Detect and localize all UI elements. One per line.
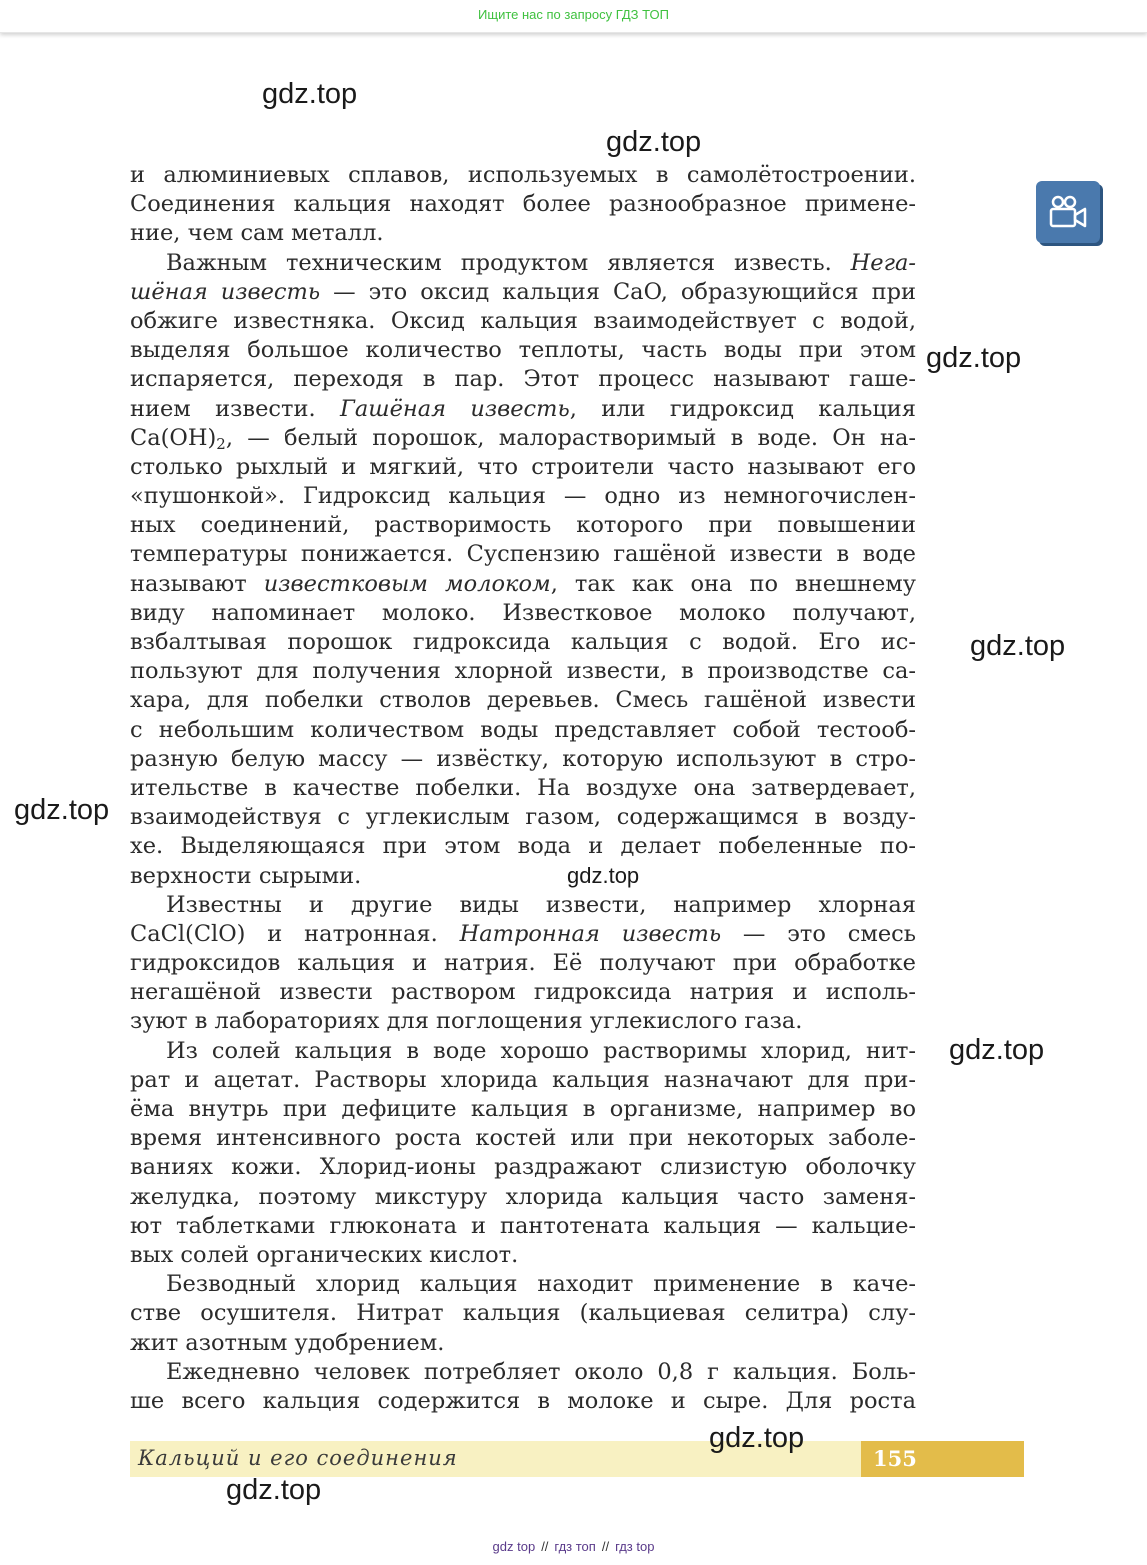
watermark: gdz.top [262,78,358,110]
text-segment: стве осушителя. Нитрат кальция (кальциевая селитра) слу- [130,1300,916,1327]
video-camera-icon [1048,195,1088,229]
text-segment: , так как она по внешнему [550,570,917,597]
text-line [130,891,916,920]
text-segment: ваниях кожи. Хлорид-ионы раздражают слизистую оболочку [130,1154,916,1181]
text-line [130,336,916,365]
text-line [130,395,916,424]
text-line [130,1183,916,1212]
text-segment: Из солей кальция в воде хорошо растворимы хлорид, нит- [166,1037,916,1064]
text-segment: и алюминиевых сплавов, используемых в самолётостроении. [130,162,916,188]
text-line [130,1387,916,1416]
text-line [130,978,916,1007]
text-segment: гидроксидов кальция и натрия. Её получают при обработке [130,950,916,977]
text-line [130,774,916,803]
text-line [130,716,916,745]
page-number: 155 [873,1446,917,1471]
top-banner [0,0,1147,33]
text-line [130,745,916,774]
text-line [130,686,916,715]
text-segment: ние, чем сам металл. [130,220,384,247]
text-line [130,1270,916,1299]
text-segment: испаряется, переходя в пар. Этот процесс называют гаше- [130,366,916,393]
text-line [130,1095,916,1124]
italic-term: известковым молоком [263,570,551,597]
text-line [130,832,916,861]
text-line [130,920,916,949]
link-separator: // [541,1539,549,1554]
text-segment: Ежедневно человек потребляет около 0,8 г кальция. Боль- [166,1358,916,1385]
text-segment: CaCl(ClO) и натронная. [130,920,460,947]
text-line [130,511,916,540]
watermark: gdz.top [606,126,702,158]
bottom-link[interactable]: гдз топ [554,1539,596,1554]
text-segment: время интенсивного роста костей или при некоторых заболе- [130,1125,916,1152]
text-line [130,1299,916,1328]
text-segment: — это смесь [721,920,917,947]
watermark: gdz.top [226,1474,322,1506]
text-segment: виду напоминает молоко. Известковое молоко получают, [130,599,916,626]
text-segment: — это оксид кальция CaO, образующийся при [320,278,916,305]
text-segment: Безводный хлорид кальция находит применение в каче- [166,1271,916,1298]
text-line [130,862,916,891]
text-segment: верхности сырыми. [130,862,362,889]
watermark: gdz.top [926,342,1022,374]
text-line [130,570,916,599]
text-segment: Важным техническим продуктом является известь. [166,249,851,276]
text-segment: пользуют для получения хлорной извести, в производстве са- [130,658,916,685]
textbook-body-text [130,161,916,1416]
watermark: gdz.top [709,1422,805,1454]
text-line [130,161,916,190]
text-line [130,1007,916,1036]
text-line [130,540,916,569]
text-line [130,657,916,686]
text-segment: разную белую массу — извёстку, которую используют в стро- [130,745,916,772]
text-line [130,190,916,219]
text-segment: зуют в лабораториях для поглощения углекислого газа. [130,1008,803,1035]
text-line [130,219,916,248]
watermark: gdz.top [970,630,1066,662]
text-line [130,1358,916,1387]
text-segment: взбалтывая порошок гидроксида кальция с водой. Его ис- [130,629,916,655]
text-line [130,278,916,307]
text-line [130,1037,916,1066]
text-line [130,453,916,482]
text-segment: , — белый порошок, малорастворимый в воде. Он на- [225,424,916,451]
text-segment: ёма внутрь при дефиците кальция в организме, например во [130,1096,916,1122]
text-segment: ют таблетками глюконата и пантотената кальция — кальцие- [130,1212,916,1239]
text-segment: температуры понижается. Суспензию гашёной извести в воде [130,541,916,568]
text-segment: рат и ацетат. Растворы хлорида кальция назначают для при- [130,1066,916,1093]
video-button[interactable] [1036,181,1100,243]
text-line [130,1241,916,1270]
text-segment: хе. Выделяющаяся при этом вода и делает побеленные по- [130,833,916,860]
text-line [130,307,916,336]
bottom-link[interactable]: gdz top [492,1539,536,1554]
subscript: 2 [216,434,226,453]
italic-term: Натронная известь [459,920,722,947]
text-segment: ше всего кальция содержится в молоке и сыре. Для роста [130,1387,916,1414]
text-segment: ных соединений, растворимость которого при повышении [130,512,916,539]
text-line [130,249,916,278]
link-separator: // [601,1539,610,1554]
text-line [130,628,916,657]
text-segment: Известны и другие виды извести, например хлорная [166,891,916,918]
text-line [130,949,916,978]
text-segment: нием извести. [130,395,340,422]
text-segment: Соединения кальция находят более разнообразное примене- [130,191,916,218]
text-segment: взаимодействуя с углекислым газом, содержащимся в возду- [130,804,916,831]
text-segment: Ca(OH) [130,424,217,451]
text-segment: жит азотным удобрением. [130,1329,445,1356]
text-segment: желудка, поэтому микстуру хлорида кальция часто заменя- [130,1183,916,1210]
top-banner-text: Ищите нас по запросу ГДЗ ТОП [478,7,669,22]
text-line [130,599,916,628]
text-segment: вых солей органических кислот. [130,1241,519,1268]
page-number-badge [861,1441,1024,1477]
text-segment: негашёной извести раствором гидроксида натрия и исполь- [130,979,916,1006]
text-segment: называют [130,570,264,597]
watermark: gdz.top [14,794,110,826]
text-line [130,803,916,832]
text-line [130,1329,916,1358]
text-segment: с небольшим количеством воды представляет собой тестооб- [130,716,916,743]
text-segment: обжиге известняка. Оксид кальция взаимодействует с водой, [130,307,916,334]
italic-term: Нега- [850,249,916,276]
italic-term: шёная известь [130,278,321,305]
text-line [130,365,916,394]
text-line [130,1153,916,1182]
text-segment: «пушонкой». Гидроксид кальция — одно из немногочислен- [130,483,916,510]
text-segment: столько рыхлый и мягкий, что строители часто называют его [130,453,916,480]
text-segment: выделяя большое количество теплоты, часть воды при этом [130,337,916,364]
section-title: Кальций и его соединения [138,1446,458,1470]
text-line [130,1066,916,1095]
bottom-links [0,1539,1147,1554]
text-segment: , или гидроксид кальция [569,395,916,422]
italic-term: Гашёная известь [339,395,570,422]
bottom-link[interactable]: гдз top [615,1539,655,1554]
text-segment: хара, для побелки стволов деревьев. Смесь гашёной извести [130,687,916,714]
watermark: gdz.top [567,863,640,888]
text-line [130,1124,916,1153]
text-line [130,1212,916,1241]
watermark: gdz.top [949,1034,1045,1066]
text-segment: ительстве в качестве побелки. На воздухе она затвердевает, [130,774,916,801]
text-line [130,424,916,453]
text-line [130,482,916,511]
